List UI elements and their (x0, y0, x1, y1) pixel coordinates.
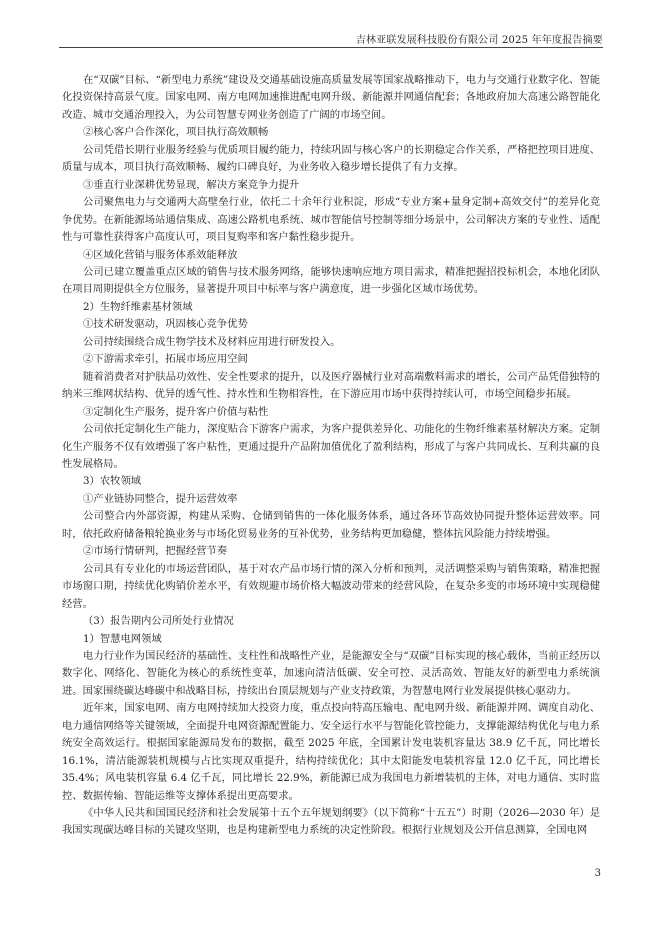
paragraph: 《中华人民共和国国民经济和社会发展第十五个五年规划纲要》（以下简称“十五五”）时期（2026—2030 年）是我国实现碳达峰目标的关键攻坚期，也是构建新型电力系统的决定性阶段。根据行业规划及公开信息测算，全国电网 (62, 807, 600, 837)
paragraph: 近年来，国家电网、南方电网持续加大投资力度，重点投向特高压输电、配电网升级、新能源并网、调度自动化、电力通信网络等关键领域，全面提升电网资源配置能力、安全运行水平与智能化管控能力，支撑能源结构优化与电力系统安全高效运行。根据国家能源局发布的数据，截至 2025 年底，全国累计发电装机容量达 38.9 亿千瓦，同比增长 16.1%，清洁能源装机规模与占比实现双重提升，结构持续优化；其中太阳能发电装机容量 12.0 亿千瓦，同比增长 35.4%；风电装机容量 6.4 亿千瓦，同比增长 22.9%，新能源已成为我国电力新增装机的主体，对电力通信、实时监控、数据传输、智能运维等支撑体系提出更高要求。 (62, 702, 600, 802)
subheading: ②市场行情研判，把握经营节奏 (83, 545, 228, 558)
subheading: ②下游需求牵引，拓展市场应用空间 (83, 353, 248, 366)
paragraph: 公司聚焦电力与交通两大高壁垒行业，依托二十余年行业积淀，形成“专业方案+量身定制+高效交付”的差异化竞争优势。在新能源场站通信集成、高速公路机电系统、城市智能信号控制等细分场景中，公司解决方案的专业性、适配性与可靠性获得客户高度认可，项目复购率和客户黏性稳步提升。 (62, 196, 600, 244)
subheading: ①产业链协同整合，提升运营效率 (83, 492, 238, 505)
subheading: ②核心客户合作深化，项目执行高效顺畅 (83, 126, 269, 139)
page-number: 3 (594, 868, 601, 879)
header-title: 吉林亚联发展科技股份有限公司 2025 年年度报告摘要 (355, 35, 603, 46)
paragraph: 公司整合内外部资源，构建从采购、仓储到销售的一体化服务体系，通过各环节高效协同提升整体运营效率。同时，依托政府储备粮轮换业务与市场化贸易业务的互补优势，业务结构更加稳健，整体抗风险能力持续增强。 (62, 510, 600, 540)
paragraph: 公司持续围绕合成生物学技术及材料应用进行研发投入。 (83, 335, 341, 348)
paragraph: 公司凭借长期行业服务经验与优质项目履约能力，持续巩固与核心客户的长期稳定合作关系，严格把控项目进度、质量与成本，项目执行高效顺畅、履约口碑良好，为业务收入稳步增长提供了有力支撑。 (62, 143, 600, 174)
document-body (62, 72, 600, 840)
paragraph: 随着消费者对护肤品功效性、安全性要求的提升，以及医疗器械行业对高端敷料需求的增长，公司产品凭借独特的纳米三维网状结构、优异的透气性、持水性和生物相容性，在下游应用市场中获得持续认可，市场空间稳步拓展。 (62, 370, 600, 401)
paragraph: 公司依托定制化生产能力，深度贴合下游客户需求，为客户提供差异化、功能化的生物纤维素基材解决方案。定制化生产服务不仅有效增强了客户粘性，更通过提升产品附加值优化了盈利结构，形成了与客户共同成长、互利共赢的良性发展格局。 (62, 423, 600, 470)
subheading: ①技术研发驱动，巩固核心竞争优势 (83, 318, 248, 331)
section-heading: 2）生物纤维素基材领域 (83, 300, 193, 313)
paragraph: 公司具有专业化的市场运营团队，基于对农产品市场行情的深入分析和预判，灵活调整采购与销售策略，精准把握市场窗口期，持续优化购销价差水平，有效规避市场价格大幅波动带来的经营风险，在复杂多变的市场环境中实现稳健经营。 (62, 562, 600, 610)
subheading: ③定制化生产服务，提升客户价值与粘性 (83, 405, 269, 418)
paragraph: 电力行业作为国民经济的基础性、支柱性和战略性产业，是能源安全与“双碳”目标实现的核心载体，当前正经历以数字化、网络化、智能化为核心的系统性变革，加速向清洁低碳、安全可控、灵活高效、智能友好的新型电力系统演进。国家围绕碳达峰碳中和战略目标，持续出台顶层规划与产业支持政策，为智慧电网行业发展提供核心驱动力。 (62, 649, 600, 697)
paragraph: 公司已建立覆盖重点区域的销售与技术服务网络，能够快速响应地方项目需求，精准把握招投标机会，本地化团队在项目周期提供全方位服务，显著提升项目中标率与客户满意度，进一步强化区域市场优势。 (62, 265, 600, 296)
header-divider (59, 47, 603, 48)
subheading: ③垂直行业深耕优势显现，解决方案竞争力提升 (83, 178, 300, 191)
subheading: ④区域化营销与服务体系效能释放 (83, 248, 238, 261)
page-header (59, 26, 603, 46)
section-heading: 3）农牧领域 (83, 475, 142, 488)
section-heading: 1）智慧电网领域 (83, 632, 162, 645)
section-heading: （3）报告期内公司所处行业情况 (83, 615, 234, 628)
paragraph: 在“双碳”目标、“新型电力系统”建设及交通基础设施高质量发展等国家战略推动下，电力与交通行业数字化、智能化投资保持高景气度。国家电网、南方电网加速推进配电网升级、新能源并网通信配套；各地政府加大高速公路智能化改造、城市交通治理投入，为公司智慧专网业务创造了广阔的市场空间。 (62, 74, 600, 121)
